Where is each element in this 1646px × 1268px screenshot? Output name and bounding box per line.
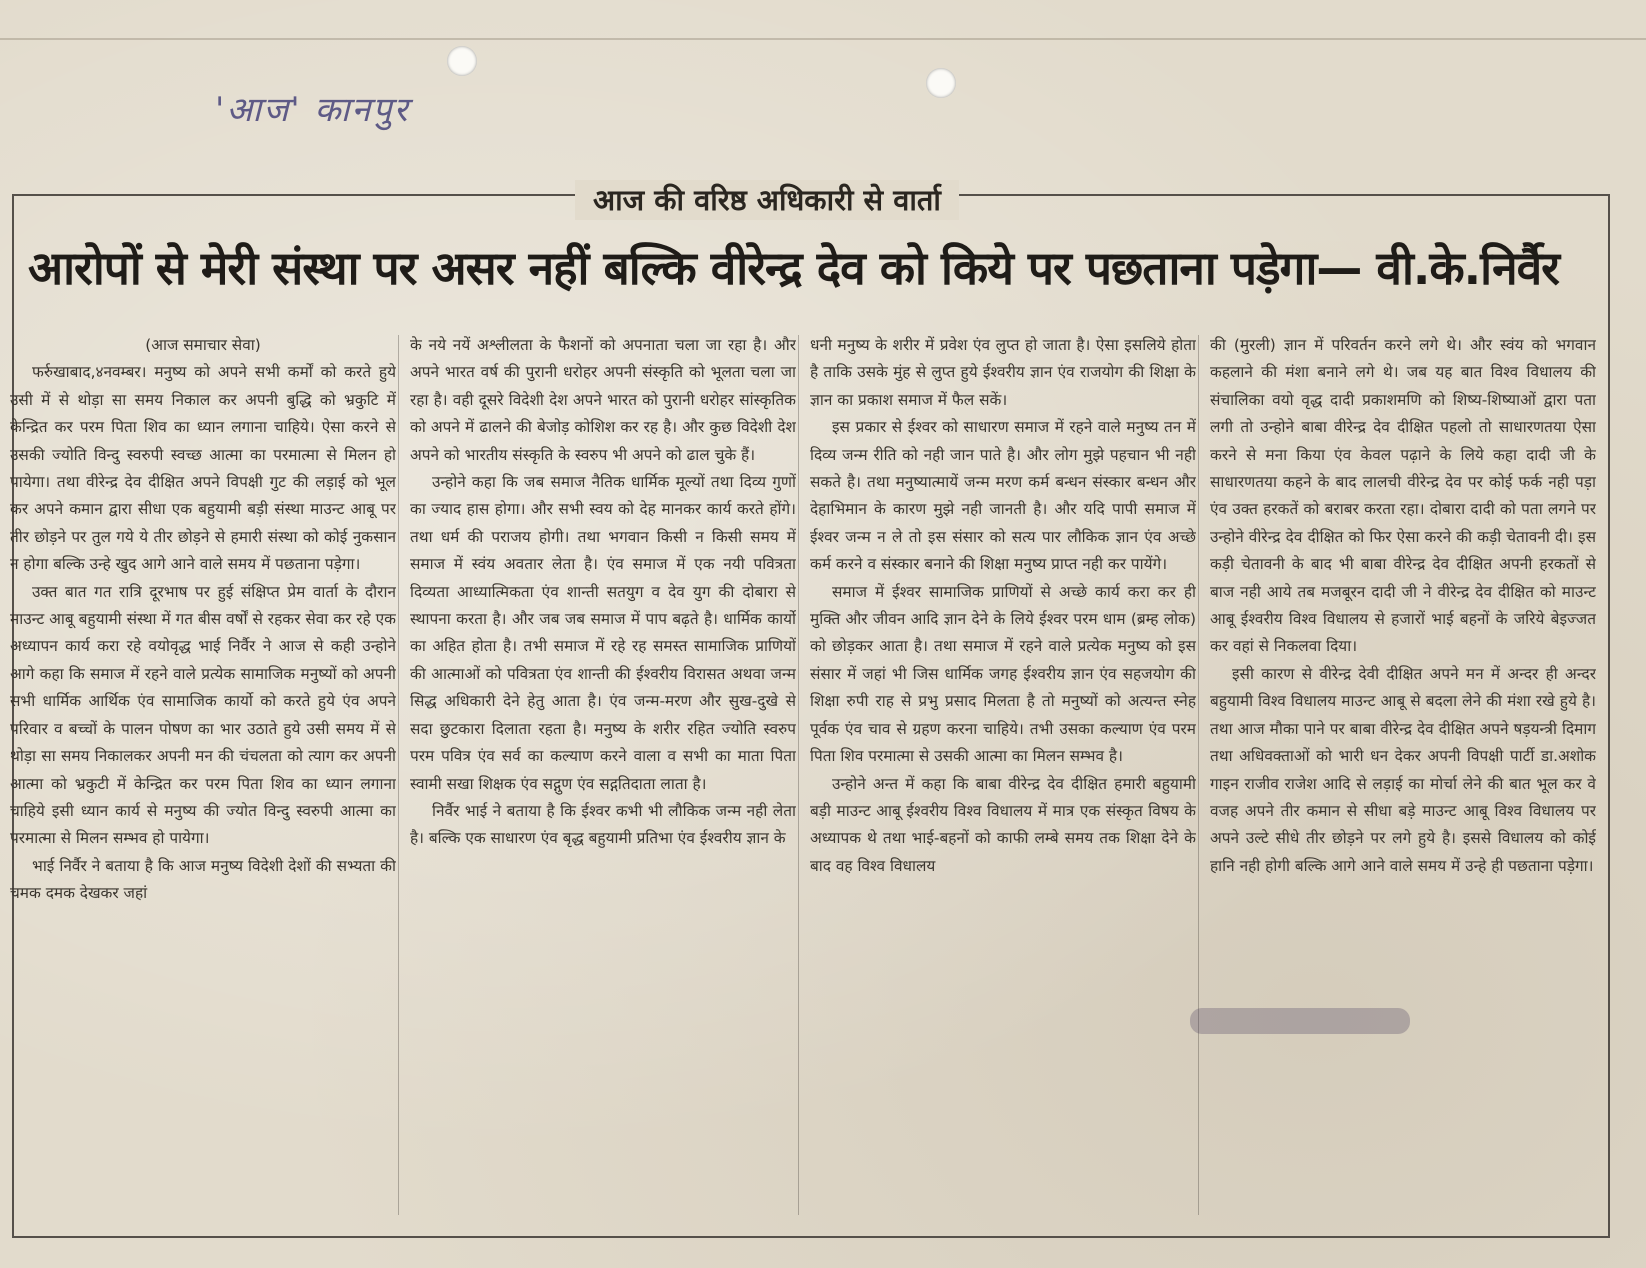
handwritten-source-note: 'आज' कानपुर xyxy=(215,90,410,130)
article-paragraph: इसी कारण से वीरेन्द्र देवी दीक्षित अपने मन में अन्दर ही अन्दर बहुयामी विश्व विधालय माउन्ट आबू से बदला लेने की मंशा रखे हुये है। तथा आज मौका पाने पर बाबा वीरेन्द्र देव दीक्षित अपने षड़यन्त्री दिमाग तथा अधिवक्ताओं को भारी धन देकर अपनी विपक्षी पार्टी डा.अशोक गाइन राजीव राजेश आदि से लड़ाई का मोर्चा लेने की बात भूल कर वे वजह अपने तीर कमान से सीधा बड़े माउन्ट आबू विश्व विधालय पर अपने उल्टे सीधे तीर छोड़ने पर लगे हुये है। इससे विधालय को कोई हानि नही होगी बल्कि आगे आने वाले समय में उन्हे ही पछताना पड़ेगा। xyxy=(1210,664,1596,875)
article-paragraph: निर्वैर भाई ने बताया है कि ईश्वर कभी भी लौकिक जन्म नही लेता है। बल्कि एक साधारण एंव बृद्ध बहुयामी प्रतिभा एंव ईश्वरीय ज्ञान के xyxy=(410,801,796,848)
article-paragraph: भाई निर्वैर ने बताया है कि आज मनुष्य विदेशी देशों की सभ्यता की चमक दमक देखकर जहां xyxy=(10,856,396,903)
paper-fold-line xyxy=(0,38,1646,40)
ink-smudge xyxy=(1190,1008,1410,1034)
article-paragraph: धनी मनुष्य के शरीर में प्रवेश एंव लुप्त हो जाता है। ऐसा इसलिये होता है ताकि उसके मुंह से लुप्त हुये ईश्वरीय ज्ञान एंव राजयोग की शिक्षा के ज्ञान का प्रकाश समाज में फैल सकें। xyxy=(810,336,1196,409)
article-paragraph: उक्त बात गत रात्रि दूरभाष पर हुई संक्षिप्त प्रेम वार्ता के दौरान माउन्ट आबू बहुयामी संस्था में गत बीस वर्षों से रहकर सेवा कर रहे एक अध्यापन कार्य करा रहे वयोवृद्ध भाई निर्वैर ने आज से कही उन्होने आगे कहा कि समाज में रहने वाले प्रत्येक सामाजिक मनुष्यों को अपनी सभी धार्मिक आर्थिक एंव सामाजिक कार्यो को करते हुये एंव अपने परिवार व बच्चों के पालन पोषण का भार उठाते हुये उसी समय में से थोड़ा सा समय निकालकर अपनी मन की चंचलता को त्याग कर अपनी आत्मा को भ्रकुटी में केन्द्रित कर परम पिता शिव का ध्यान लगाना चाहिये इसी ध्यान कार्य से मनुष्य की ज्योत विन्दु स्वरुपी आत्मा का परमात्मा से मिलन सम्भव हो पायेगा। xyxy=(10,582,396,848)
news-credit: (आज समाचार सेवा) xyxy=(145,336,261,354)
article-column-2 xyxy=(410,332,796,1222)
punch-hole-icon xyxy=(447,46,477,76)
article-paragraph: फर्रुखाबाद,४नवम्बर। मनुष्य को अपने सभी कर्मों को करते हुये उसी में से थोड़ा सा समय निकाल कर अपनी बुद्धि को भ्रकुटि में केन्द्रित कर परम पिता शिव का ध्यान लगाना चाहिये। ऐसा करने से उसकी ज्योति विन्दु स्वरुपी स्वच्छ आत्मा का परमात्मा से मिलन हो पायेगा। तथा वीरेन्द्र देव दीक्षित अपने विपक्षी गुट की लड़ाई को भूल कर अपने कमान द्वारा सीधा एक बहुयामी बड़ी संस्था माउन्ट आबू पर तीर छोड़ने पर तुल गये ये तीर छोड़ने से हमारी संस्था को कोई नुकसान न होगा बल्कि उन्हे खुद आगे आने वाले समय में पछताना पड़ेगा। xyxy=(10,363,396,574)
article-paragraph: की (मुरली) ज्ञान में परिवर्तन करने लगे थे। और स्वंय को भगवान कहलाने की मंशा बनाने लगे थे। जब यह बात विश्व विधालय की संचालिका वयो वृद्ध दादी प्रकाशमणि को शिष्य-शिष्याओं द्वारा पता लगी तो उन्होने बाबा वीरेन्द्र देव दीक्षित पहलो तो साधारणतया ऐसा करने से मना किया एंव केवल पढ़ाने के लिये कहा दादी जी के साधारणतया कहने के बाद लालची वीरेन्द्र देव पर कोई फर्क नही पड़ा एंव उक्त हरकतें को बराबर करता रहा। दोबारा दादी को पता लगने पर उन्होने वीरेन्द्र देव दीक्षित को फिर ऐसा करने की कड़ी चेतावनी दी। इस कड़ी चेतावनी के बाद भी बाबा वीरेन्द्र देव दीक्षित अपनी हरकतों से बाज नही आये तब मजबूरन दादी जी ने वीरेन्द्र देव दीक्षित को माउन्ट आबू ईश्वरीय विश्व विधालय से हजारों भाई बहनों के जरिये बेइज्जत कर वहां से निकलवा दिया। xyxy=(1210,336,1596,656)
article-paragraph: उन्होने अन्त में कहा कि बाबा वीरेन्द्र देव दीक्षित हमारी बहुयामी बड़ी माउन्ट आबू ईश्वरीय विश्व विधालय में मात्र एक संस्कृत विषय के अध्यापक थे तथा भाई-बहनों को काफी लम्बे समय तक शिक्षा देने के बाद वह विश्व विधालय xyxy=(810,774,1196,875)
punch-hole-icon xyxy=(926,68,956,98)
article-column-3 xyxy=(810,332,1196,1222)
article-column-4 xyxy=(1210,332,1596,1222)
kicker-text: आज की वरिष्ठ अधिकारी से वार्ता xyxy=(575,180,959,220)
article-columns xyxy=(10,332,1600,1222)
headline: आरोपों से मेरी संस्था पर असर नहीं बल्कि वीरेन्द्र देव को किये पर पछताना पड़ेगा— वी.के.निर्वैर xyxy=(28,241,1559,295)
article-column-1 xyxy=(10,332,396,1222)
article-paragraph: इस प्रकार से ईश्वर को साधारण समाज में रहने वाले मनुष्य तन में दिव्य जन्म रीति को नही जान पाते है। और लोग मुझे पहचान भी नही सकते है। तथा मनुष्यात्मायें जन्म मरण कर्म बन्धन संस्कार बन्धन और देहाभिमान के कारण मुझे नही जानती है। और यदि पापी समाज में ईश्वर जन्म न ले तो इस संसार को सत्य पार लौकिक ज्ञान एंव अच्छे कर्म करने व संस्कार बनाने की शिक्षा मनुष्य प्राप्त नही कर पायेंगे। xyxy=(810,418,1196,574)
article-paragraph: के नये नयें अश्लीलता के फैशनों को अपनाता चला जा रहा है। और अपने भारत वर्ष की पुरानी धरोहर अपनी संस्कृति को भूलता चला जा रहा है। वही दूसरे विदेशी देश अपने भारत को पुरानी धरोहर सांस्कृतिक को अपने में ढालने की बेजोड़ कोशिश कर रह है। और कुछ विदेशी देश अपने को भारतीय संस्कृति के स्वरुप भी अपने को ढाल चुके हैं। xyxy=(410,336,796,464)
article-paragraph: उन्होने कहा कि जब समाज नैतिक धार्मिक मूल्यों तथा दिव्य गुणों का ज्याद हास होगा। और सभी स्वय को देह मानकर कार्य करते होंगे। तथा धर्म की पराजय होगी। तथा भगवान किसी न किसी समय में समाज में स्वंय अवतार लेता है। एंव समाज में एक नयी पवित्रता दिव्यता आध्यात्मिकता एंव शान्ती सतयुग व देव युग की दोबारा से स्थापना करता है। और जब जब समाज में पाप बढ़ते है। धार्मिक कार्यो का अहित होता है। तभी समाज में रहे रह समस्त सामाजिक प्राणियों की आत्माओं को पवित्रता एंव शान्ती की ईश्वरीय विरासत अथवा जन्म सिद्ध अधिकारी देने हेतु आता है। एंव जन्म-मरण और सुख-दुखे से सदा छुटकारा दिलाता रहता है। मनुष्य के शरीर रहित ज्योति स्वरुप परम पवित्र एंव सर्व का कल्याण करने वाला व सभी का माता पिता स्वामी सखा शिक्षक एंव सद्गुण एंव सद्गतिदाता लाता है। xyxy=(410,473,796,793)
article-paragraph: समाज में ईश्वर सामाजिक प्राणियों से अच्छे कार्य करा कर ही मुक्ति और जीवन आदि ज्ञान देने के लिये ईश्वर परम धाम (ब्रम्ह लोक) को छोड़कर आता है। तथा समाज में रहने वाले प्रत्येक मनुष्य को इस संसार में जहां भी जिस धार्मिक जगह ईश्वरीय ज्ञान एंव सहजयोग की शिक्षा रुपी राह से प्रभु प्रसाद मिलता है तो मनुष्यों को अत्यन्त स्नेह पूर्वक एंव चाव से ग्रहण करना चाहिये। तभी उसका कल्याण एंव परम पिता शिव परमात्मा से उसकी आत्मा का मिलन सम्भव है। xyxy=(810,582,1196,766)
kicker-row xyxy=(0,180,1646,220)
